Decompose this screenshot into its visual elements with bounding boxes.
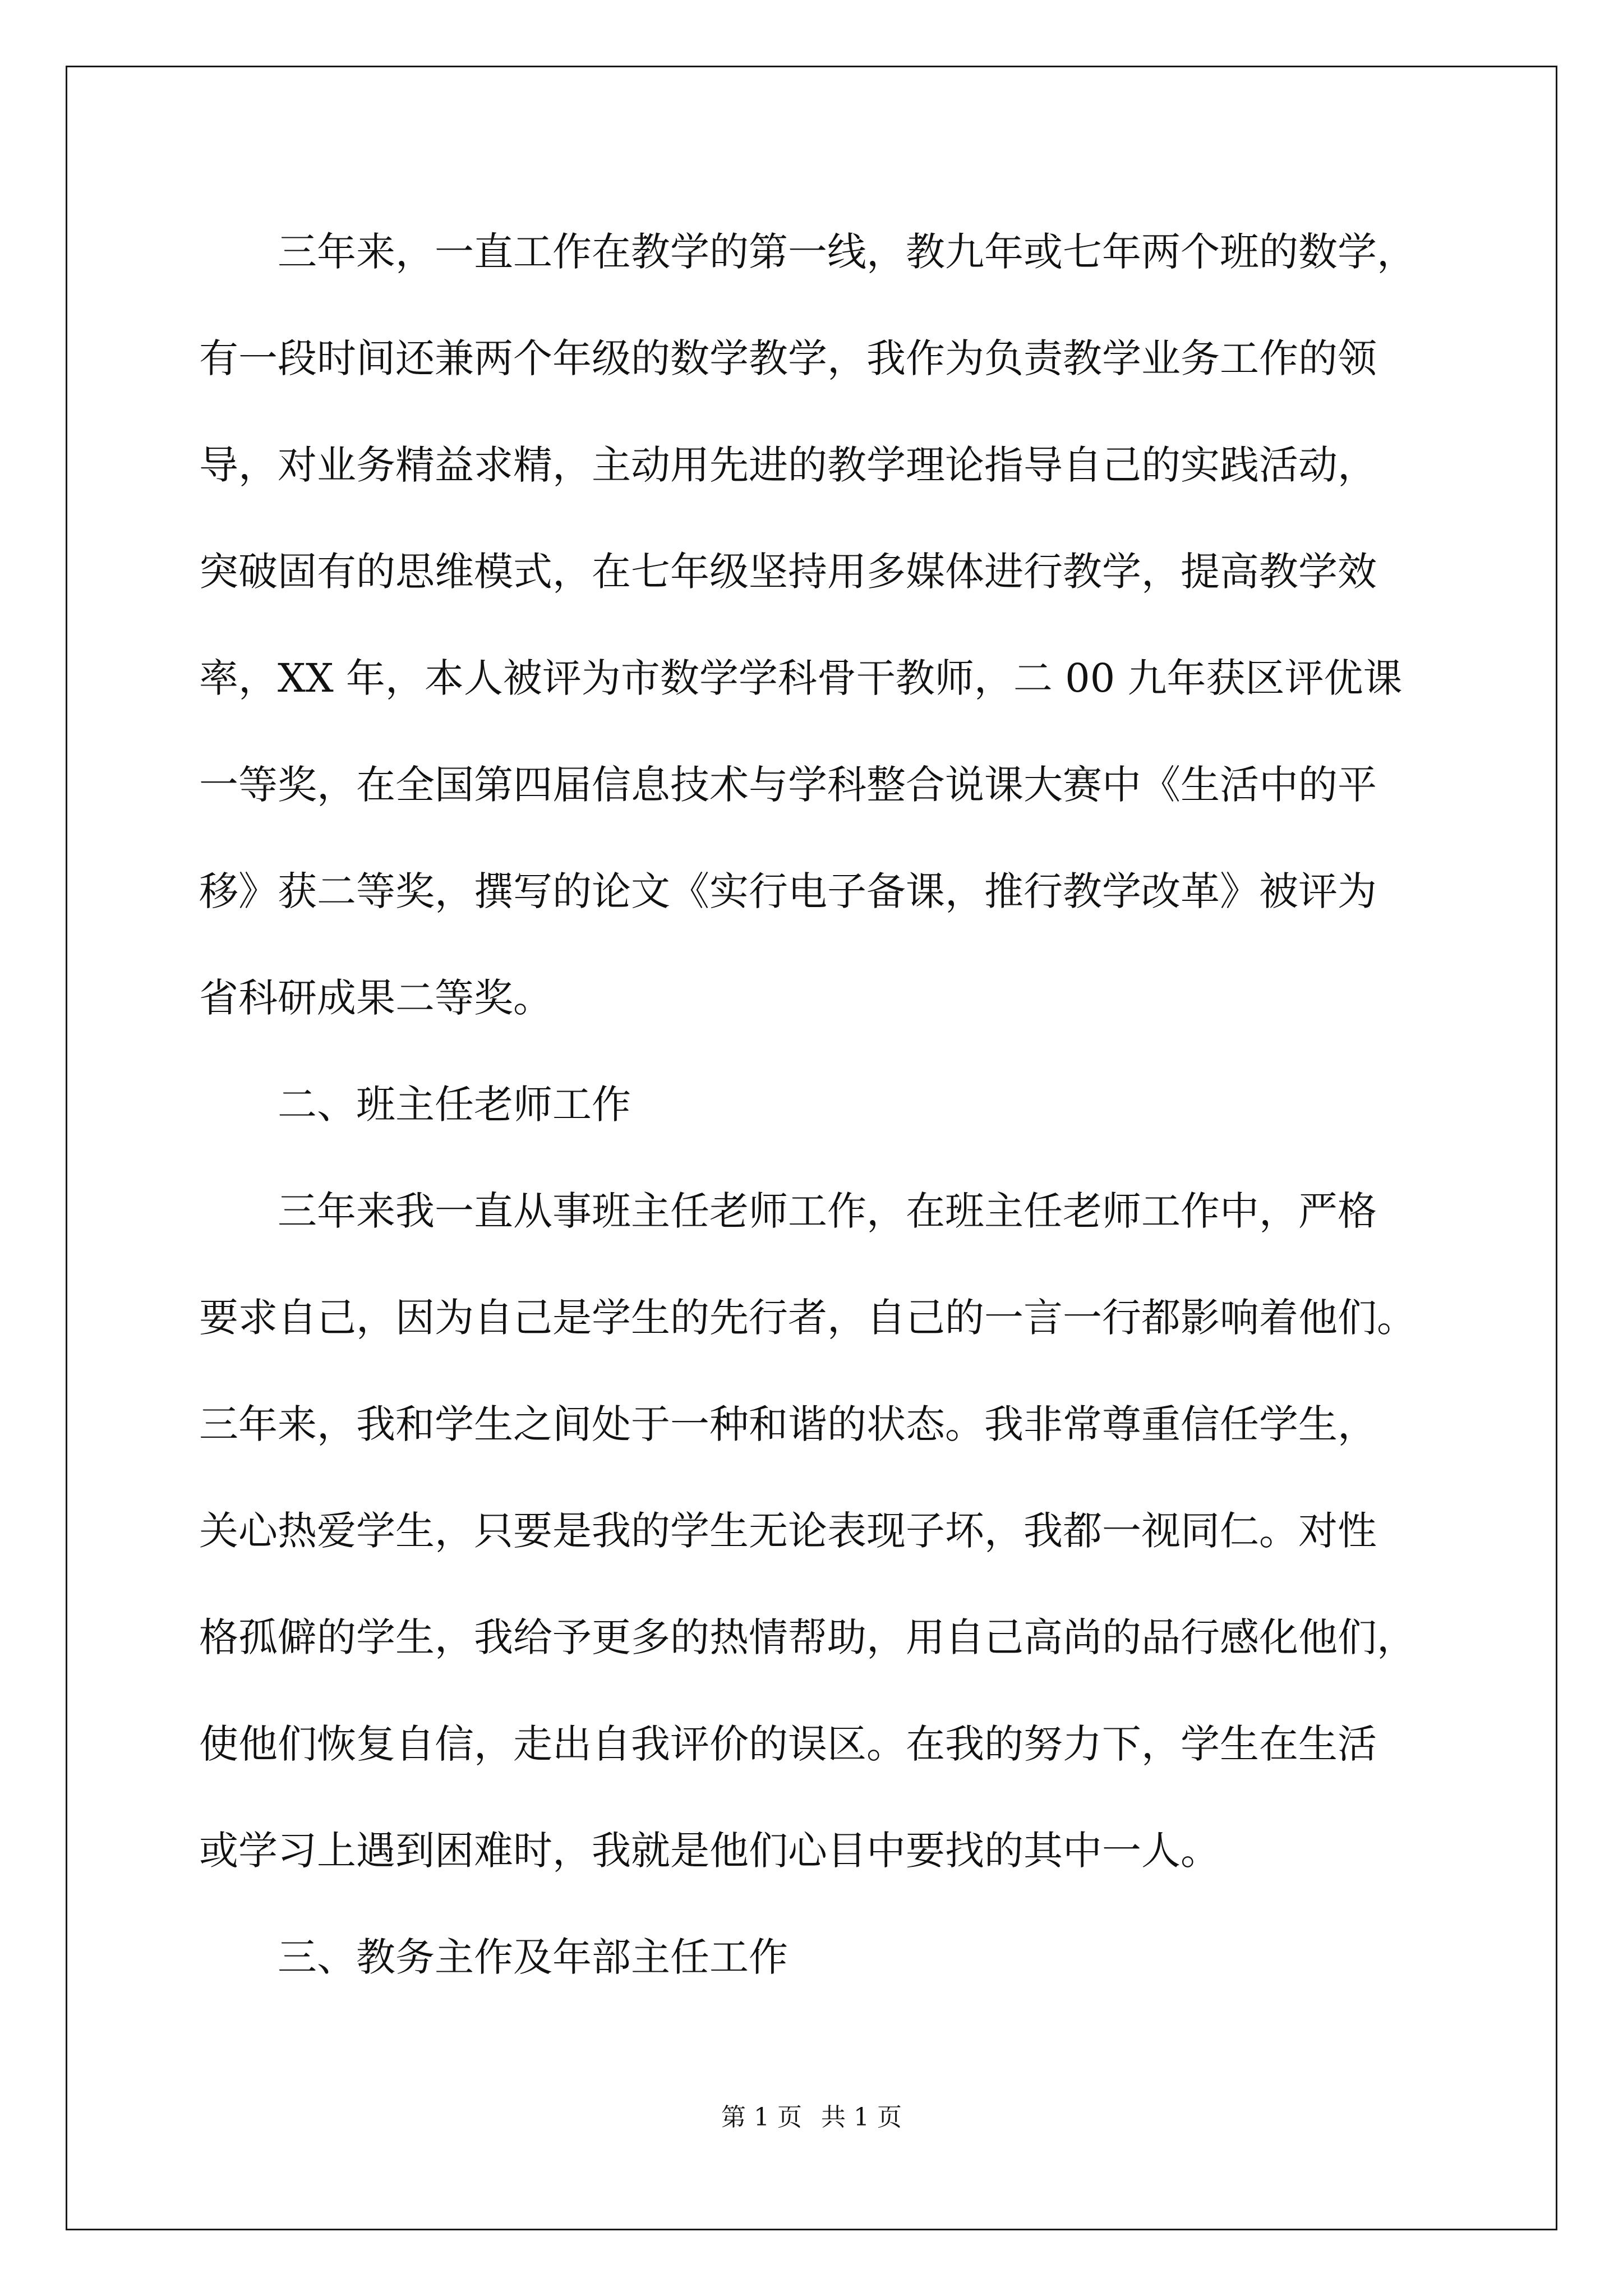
text-line: 格孤僻的学生，我给予更多的热情帮助，用自己高尚的品行感化他们，	[199, 1614, 1416, 1660]
page-number: 第 1 页	[721, 2103, 802, 2132]
section-heading: 三、教务主作及年部主任工作	[278, 1934, 788, 1980]
text-line: 省科研成果二等奖。	[199, 975, 552, 1021]
text-line: 一等奖，在全国第四届信息技术与学科整合说课大赛中《生活中的平	[199, 762, 1377, 808]
text-line: 或学习上遇到困难时，我就是他们心目中要找的其中一人。	[199, 1828, 1220, 1874]
text-line: 突破固有的思维模式，在七年级坚持用多媒体进行教学，提高教学效	[199, 549, 1377, 595]
document-body	[199, 213, 1427, 2024]
text-line: 导，对业务精益求精，主动用先进的教学理论指导自己的实践活动，	[199, 442, 1377, 488]
section-heading: 二、班主任老师工作	[278, 1082, 631, 1128]
text-line: 率，XX 年，本人被评为市数学学科骨干教师，二 00 九年获区评优课	[199, 655, 1403, 701]
page-footer	[0, 2101, 1623, 2134]
page-total: 共 1 页	[821, 2103, 902, 2132]
text-line: 使他们恢复自信，走出自我评价的误区。在我的努力下，学生在生活	[199, 1721, 1377, 1767]
text-line: 移》获二等奖，撰写的论文《实行电子备课，推行教学改革》被评为	[199, 868, 1377, 914]
text-line: 有一段时间还兼两个年级的数学教学，我作为负责教学业务工作的领	[199, 335, 1377, 381]
text-line: 关心热爱学生，只要是我的学生无论表现子坏，我都一视同仁。对性	[199, 1508, 1377, 1554]
text-line: 三年来，我和学生之间处于一种和谐的状态。我非常尊重信任学生，	[199, 1401, 1377, 1447]
text-line: 要求自己，因为自己是学生的先行者，自己的一言一行都影响着他们。	[199, 1295, 1416, 1341]
text-line: 三年来我一直从事班主任老师工作，在班主任老师工作中，严格	[278, 1188, 1377, 1234]
text-line: 三年来，一直工作在教学的第一线，教九年或七年两个班的数学，	[278, 229, 1416, 275]
